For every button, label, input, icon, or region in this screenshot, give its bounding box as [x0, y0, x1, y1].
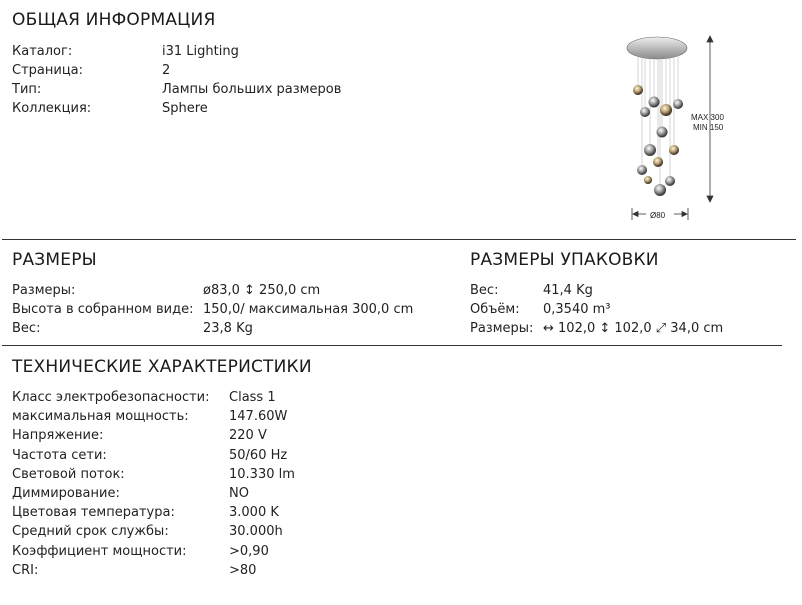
page-value: 2	[162, 63, 171, 78]
type-label: Тип:	[12, 82, 42, 97]
package-weight-value: 41,4 Kg	[543, 283, 593, 298]
lifetime-label: Средний срок службы:	[12, 524, 169, 540]
voltage-value: 220 V	[229, 428, 267, 444]
lifetime-value: 30.000h	[229, 524, 283, 540]
package-heading: РАЗМЕРЫ УПАКОВКИ	[470, 250, 659, 270]
package-volume-label: Объём:	[470, 302, 520, 317]
max-power-value: 147.60W	[229, 409, 288, 425]
max-height-label: MAX 300	[691, 113, 724, 122]
max-power-label: максимальная мощность:	[12, 409, 189, 425]
electrical-class-label: Класс электробезопасности:	[12, 390, 210, 405]
assembled-height-value: 150,0/ максимальная 300,0 cm	[203, 302, 414, 317]
dimensions-size-value: ø83,0 ↕ 250,0 cm	[203, 283, 321, 298]
diameter-label: Ø80	[650, 211, 666, 220]
weight-label: Вес:	[12, 321, 41, 336]
color-temperature-label: Цветовая температура:	[12, 505, 175, 521]
cri-value: >80	[229, 562, 257, 578]
frequency-label: Частота сети:	[12, 447, 107, 463]
dimming-label: Диммирование:	[12, 486, 120, 501]
cri-label: CRI:	[12, 562, 39, 578]
dimensions-heading: РАЗМЕРЫ	[12, 250, 97, 270]
weight-value: 23,8 Kg	[203, 321, 253, 336]
electrical-class-value: Class 1	[229, 390, 276, 405]
assembled-height-label: Высота в собранном виде:	[12, 302, 194, 317]
general-info-heading: ОБЩАЯ ИНФОРМАЦИЯ	[12, 10, 216, 30]
page-label: Страница:	[12, 63, 84, 78]
divider-1	[2, 239, 796, 240]
catalog-value: i31 Lighting	[162, 44, 239, 59]
voltage-label: Напряжение:	[12, 428, 104, 444]
luminous-flux-value: 10.330 lm	[229, 466, 295, 482]
package-size-value: ↔ 102,0 ↕ 102,0 ⤢ 34,0 cm	[543, 321, 724, 336]
dimensions-size-label: Размеры:	[12, 283, 76, 298]
power-factor-value: >0,90	[229, 543, 269, 559]
frequency-value: 50/60 Hz	[229, 447, 288, 463]
catalog-label: Каталог:	[12, 44, 73, 59]
package-weight-label: Вес:	[470, 283, 499, 298]
collection-value: Sphere	[162, 101, 208, 116]
power-factor-label: Коэффициент мощности:	[12, 543, 187, 559]
package-size-label: Размеры:	[470, 321, 534, 336]
type-value: Лампы больших размеров	[162, 82, 342, 97]
dimming-value: NO	[229, 486, 249, 501]
divider-2	[2, 345, 782, 346]
min-height-label: MIN 150	[693, 123, 724, 132]
luminous-flux-label: Световой поток:	[12, 466, 125, 482]
collection-label: Коллекция:	[12, 101, 92, 116]
color-temperature-value: 3.000 K	[229, 505, 279, 521]
package-volume-value: 0,3540 m³	[543, 302, 611, 317]
product-drawing	[600, 28, 730, 228]
technical-heading: ТЕХНИЧЕСКИЕ ХАРАКТЕРИСТИКИ	[12, 357, 312, 377]
